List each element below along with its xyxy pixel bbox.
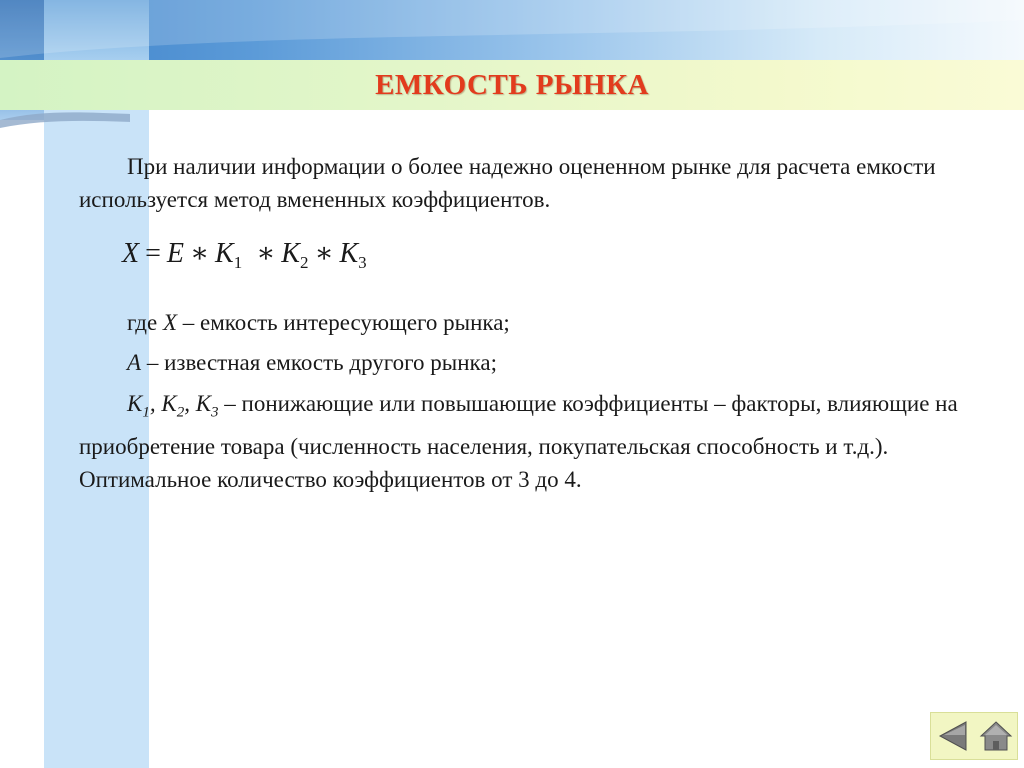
title-bar bbox=[0, 60, 1024, 110]
formula-star: ∗ bbox=[314, 238, 334, 269]
definition-a-text: – известная емкость другого рынка; bbox=[141, 350, 497, 375]
formula-star: ∗ bbox=[190, 238, 210, 269]
formula-sub2: 2 bbox=[299, 253, 309, 272]
back-button[interactable] bbox=[935, 718, 971, 754]
definition-x-text: – емкость интересующего рынка; bbox=[177, 310, 510, 335]
definitions-block bbox=[79, 306, 959, 496]
formula-e: E bbox=[166, 238, 185, 269]
formula-sub3: 3 bbox=[358, 253, 367, 272]
definition-k3: K bbox=[195, 391, 212, 416]
definition-a-var: A bbox=[127, 350, 142, 375]
definition-a bbox=[79, 346, 959, 379]
home-icon bbox=[979, 719, 1013, 753]
formula bbox=[122, 236, 367, 273]
formula-k3: K bbox=[339, 238, 359, 269]
definition-sep: , bbox=[184, 391, 196, 416]
definition-k bbox=[79, 387, 959, 496]
definition-k2-sub: 2 bbox=[176, 404, 185, 421]
definition-k1-sub: 1 bbox=[142, 404, 150, 421]
definition-k2: K bbox=[161, 391, 177, 416]
definition-x-var: X bbox=[162, 310, 178, 335]
definition-x bbox=[79, 306, 959, 339]
home-button[interactable] bbox=[978, 718, 1014, 754]
formula-equals: = bbox=[145, 238, 161, 269]
formula-k2: K bbox=[281, 238, 300, 269]
definition-k1: K bbox=[127, 391, 143, 416]
formula-sub1: 1 bbox=[233, 253, 243, 272]
definition-x-prefix: где bbox=[127, 310, 163, 335]
formula-k1: K bbox=[215, 238, 234, 269]
intro-paragraph: При наличии информации о более надежно оцененном рынке для расчета емкости используется метод вмененных коэффициентов. bbox=[79, 154, 936, 212]
definition-k3-sub: 3 bbox=[211, 404, 219, 421]
intro-block bbox=[79, 150, 959, 216]
navigation-panel bbox=[930, 712, 1018, 760]
formula-x: X bbox=[122, 238, 140, 269]
formula-star: ∗ bbox=[256, 238, 276, 269]
slide-title: ЕМКОСТЬ РЫНКА bbox=[375, 68, 649, 101]
definition-k-text: – понижающие или повышающие коэффициенты – факторы, влияющие на приобретение товара (численность населения, покупательская способность и т.д.). Оптимальное количество коэффициентов от 3 до 4. bbox=[79, 391, 958, 492]
left-arrow-icon bbox=[936, 719, 970, 753]
definition-sep: , bbox=[149, 391, 162, 416]
